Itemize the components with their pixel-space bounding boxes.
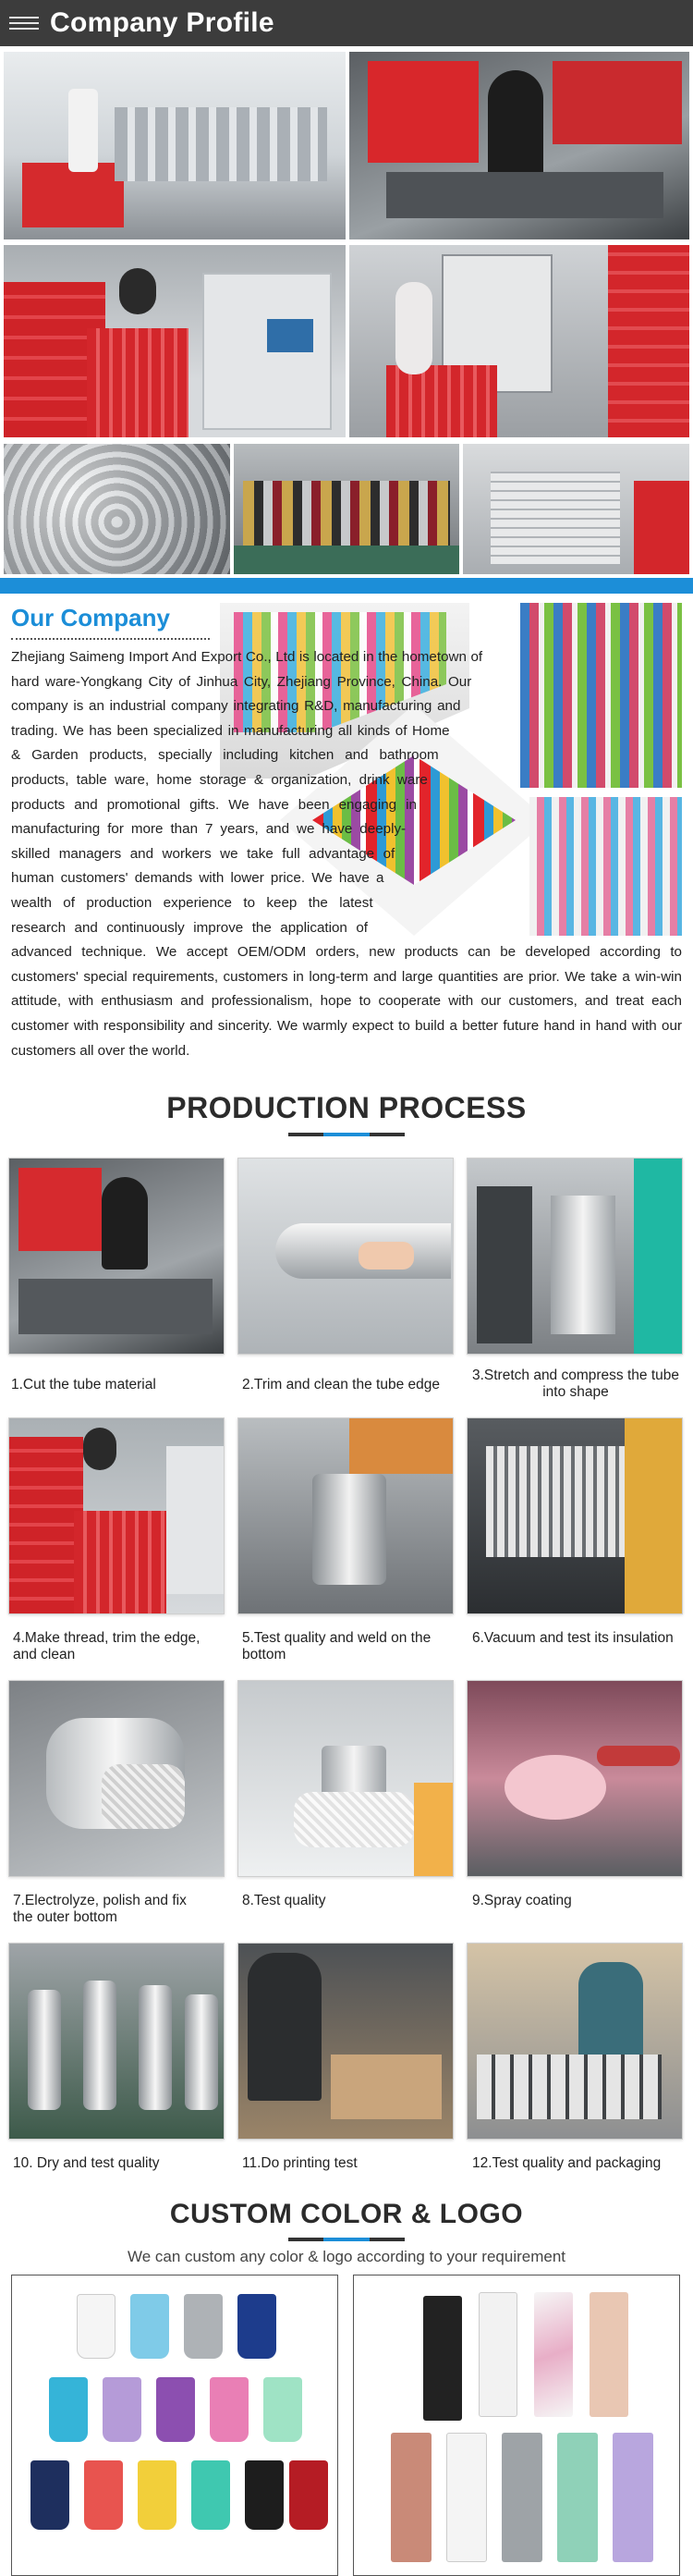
step-10-caption: 10. Dry and test quality (13, 2155, 160, 2171)
step-10-photo (8, 1943, 225, 2140)
step-7-caption: 7.Electrolyze, polish and fix the outer bottom (13, 1893, 187, 1925)
step-1-photo (8, 1158, 225, 1355)
custom-skinny-tumbler-box (353, 2275, 680, 2576)
custom-tumbler-colors-box (11, 2275, 338, 2576)
production-process-title: PRODUCTION PROCESS (166, 1091, 527, 1124)
factory-photo-worker-crates (4, 245, 346, 437)
section-divider-bar (0, 578, 693, 594)
step-4-photo (8, 1417, 225, 1614)
custom-subtitle: We can custom any color & logo according to your requirement (127, 2248, 566, 2265)
step-3-photo (467, 1158, 683, 1355)
factory-photo-cutting (4, 52, 346, 239)
step-11-photo (237, 1943, 454, 2140)
page-title: Company Profile (50, 7, 274, 38)
step-3-caption: 3.Stretch and compress the tube into shape (471, 1368, 680, 1400)
step-9-photo (467, 1680, 683, 1877)
factory-photo-worker-machine (349, 52, 689, 239)
step-8-photo (237, 1680, 454, 1877)
step-12-caption: 12.Test quality and packaging (472, 2155, 662, 2171)
step-5-caption: 5.Test quality and weld on the bottom (242, 1630, 432, 1662)
factory-photo-stacked-boxes (463, 444, 689, 574)
step-4-caption: 4.Make thread, trim the edge, and clean (13, 1630, 201, 1662)
factory-photo-colored-bottles (234, 444, 459, 574)
factory-photo-spinning-machine (349, 245, 689, 437)
step-8-caption: 8.Test quality (242, 1893, 326, 1908)
production-title-underline (288, 1133, 405, 1136)
company-profile-header (0, 0, 693, 46)
step-6-photo (467, 1417, 683, 1614)
step-1-caption: 1.Cut the tube material (11, 1377, 156, 1392)
company-description: Zhejiang Saimeng Import And Export Co., Ltd is located in the hometown of hard ware-Yongkang City of Jinhua City, Zhejiang Province, China. Our company is an industrial company integrating R&D, manufacturing and trading. We has been specialized in manufacturing all kinds of Home & Garden products, specially including kitchen and bathroom products, table ware, home storage & organization, drink ware products and promotional gifts. We have been engaging in manufacturing for more than 7 years, and we have deeply-skilled managers and workers we take full advantage of human customers' demands with lower price. We have a wealth of production experience to keep the latest research and continuously improve the application of advanced technique. We accept OEM/ODM orders, new products can be developed according to customers' special requirements, customers in long-term and large quantities are prior. We take a win-win attitude, with enthusiasm and professionalism, hope to cooperate with our customers, and treat each customer with responsibility and sincerity. We warmly expect to build a better future hand in hand with our customers all over the world. (11, 649, 682, 1059)
factory-photo-tumbler-bodies (4, 444, 230, 574)
step-9-caption: 9.Spray coating (472, 1893, 572, 1908)
step-11-caption: 11.Do printing test (242, 2155, 358, 2171)
menu-lines-icon (9, 17, 39, 30)
company-description-block (11, 645, 682, 1063)
step-2-photo (237, 1158, 454, 1355)
step-12-photo (467, 1943, 683, 2140)
step-7-photo (8, 1680, 225, 1877)
step-2-caption: 2.Trim and clean the tube edge (242, 1377, 440, 1392)
step-5-photo (237, 1417, 454, 1614)
heading-dotted-underline (11, 638, 210, 640)
step-6-caption: 6.Vacuum and test its insulation (472, 1630, 674, 1646)
our-company-heading: Our Company (11, 604, 170, 632)
custom-title-underline (288, 2238, 405, 2241)
custom-color-logo-title: CUSTOM COLOR & LOGO (169, 2199, 524, 2229)
